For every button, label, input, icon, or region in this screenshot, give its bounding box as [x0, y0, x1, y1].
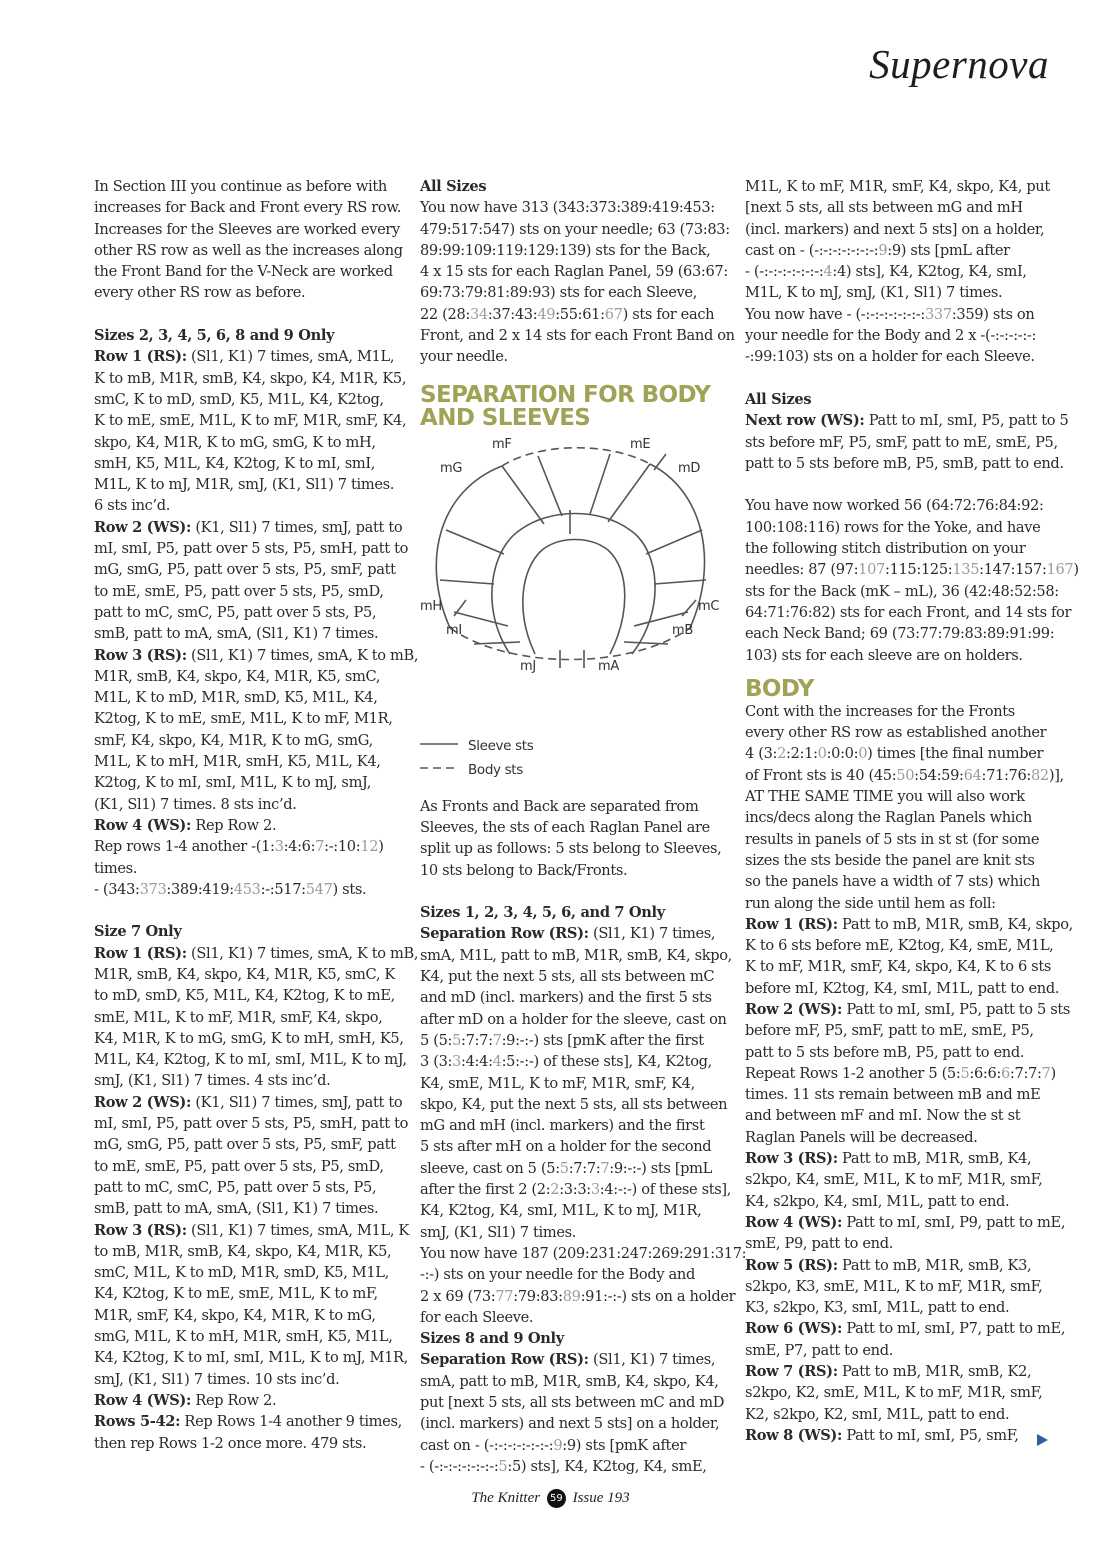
text-line: 2 x 69 (73:77:79:83:89:91:-:-) sts on a holder [420, 1287, 736, 1305]
marker-label-mH: mH [420, 598, 442, 614]
legend-dashed-line-icon [420, 760, 460, 776]
text-line: K4, K2tog, K4, smI, M1L, K to mJ, M1R, [420, 1202, 702, 1220]
text-line [420, 176, 722, 197]
marker-label-mB: mB [672, 622, 693, 638]
paragraph-gap [745, 368, 1057, 389]
text-line: -:99:103) sts on a holder for each Sleeve. [745, 348, 1035, 366]
bold-label: Separation Row (RS): [420, 1351, 589, 1369]
text-line: smG, M1L, K to mH, M1R, smH, K5, M1L, [94, 1328, 393, 1346]
text-line: smH, K5, M1L, K4, K2tog, K to mI, smI, [94, 454, 376, 472]
text-line: after the first 2 (2:2:3:3:3:4:-:-) of these sts], [420, 1181, 732, 1199]
bold-label: Row 4 (WS): [94, 816, 192, 834]
text-line: Row 4 (WS): Rep Row 2. [94, 816, 277, 834]
text-line: sts before mF, P5, smF, patt to mE, smE, P5, [745, 433, 1058, 451]
col2-top-lines [420, 176, 735, 368]
page-number-badge: 59 [547, 1489, 566, 1508]
text-line: smJ, (K1, Sl1) 7 times. 10 sts inc’d. [94, 1370, 340, 1388]
bold-label: Row 5 (RS): [745, 1256, 838, 1274]
text-line: You now have 313 (343:373:389:419:453: [420, 199, 715, 217]
text-line: patt to 5 sts before mB, P5, patt to end. [745, 1043, 1025, 1061]
text-column-2 [420, 176, 747, 1477]
text-line: You have now worked 56 (64:72:76:84:92: [745, 497, 1044, 515]
text-line: - (-:-:-:-:-:-:-:5:5) sts], K4, K2tog, K4, smE, [420, 1457, 707, 1475]
text-line: As Fronts and Back are separated from [420, 797, 699, 815]
text-line: 4 (3:2:2:1:0:0:0:0) times [the final number [745, 745, 1044, 763]
text-line: 5 (5:5:7:7:7:9:-:-) sts [pmK after the first [420, 1031, 704, 1049]
text-line: cast on - (-:-:-:-:-:-:-:9:9) sts [pmK after [420, 1436, 686, 1454]
text-line: K4, K2tog, K to mI, smI, M1L, K to mJ, M1R, [94, 1349, 408, 1367]
text-line: increases for Back and Front every RS row. [94, 199, 402, 217]
text-line: sizes the sts beside the panel are knit sts [745, 851, 1035, 869]
section-heading-body: BODY [745, 675, 814, 702]
text-line: 479:517:547) sts on your needle; 63 (73:83: [420, 220, 730, 238]
paragraph-gap [94, 900, 402, 921]
text-line: K to mE, smE, M1L, K to mF, M1R, smF, K4, [94, 412, 407, 430]
text-line: Row 8 (WS): Patt to mI, smI, P5, smF, [745, 1426, 1019, 1444]
bold-label: Next row (WS): [745, 412, 865, 430]
text-line: M1L, K to mJ, smJ, (K1, Sl1) 7 times. [745, 284, 1003, 302]
continue-arrow-icon [1037, 1434, 1048, 1446]
section-heading-separation [420, 381, 722, 431]
text-line: to mE, smE, P5, patt over 5 sts, P5, smD, [94, 1157, 384, 1175]
paragraph-gap [94, 304, 402, 325]
text-line: smC, M1L, K to mD, M1R, smD, K5, M1L, [94, 1264, 389, 1282]
footer-magazine: The Knitter [471, 1489, 541, 1506]
bold-label: Row 3 (RS): [94, 1221, 187, 1239]
text-line: sleeve, cast on 5 (5:5:7:7:7:9:-:-) sts [pmL [420, 1159, 712, 1177]
bold-label: Row 8 (WS): [745, 1426, 843, 1444]
text-line: Row 5 (RS): Patt to mB, M1R, smB, K3, [745, 1256, 1032, 1274]
text-line: -:-) sts on your needle for the Body and [420, 1266, 695, 1284]
section-heading-line-2: AND SLEEVES [420, 404, 591, 431]
bold-label: Row 1 (RS): [745, 915, 838, 933]
text-line: smA, patt to mB, M1R, smB, K4, skpo, K4, [420, 1372, 719, 1390]
bold-label: Rows 5-42: [94, 1413, 181, 1431]
text-line: K2tog, K to mI, smI, M1L, K to mJ, smJ, [94, 774, 371, 792]
legend-solid-line-icon [420, 736, 460, 752]
text-line: 69:73:79:81:89:93) sts for each Sleeve, [420, 284, 697, 302]
bold-label: Sizes 8 and 9 Only [420, 1330, 564, 1348]
bold-label: Row 3 (RS): [94, 646, 187, 664]
text-line: M1L, K to mJ, M1R, smJ, (K1, Sl1) 7 times. [94, 476, 395, 494]
bold-label: Row 6 (WS): [745, 1320, 843, 1338]
text-line: skpo, K4, put the next 5 sts, all sts between [420, 1095, 728, 1113]
text-line: patt to mC, smC, P5, patt over 5 sts, P5, [94, 603, 377, 621]
text-line: M1L, K to mD, M1R, smD, K5, M1L, K4, [94, 689, 378, 707]
text-line: each Neck Band; 69 (73:77:79:83:89:91:99: [745, 625, 1055, 643]
paragraph-gap [420, 881, 722, 902]
text-line: and between mF and mI. Now the st st [745, 1107, 1021, 1125]
text-line: run along the side until hem as foll: [745, 894, 996, 912]
text-line: - (-:-:-:-:-:-:-:4:4) sts], K4, K2tog, K4, smI, [745, 263, 1027, 281]
text-line: other RS row as well as the increases along [94, 241, 403, 259]
yoke-separation-diagram [420, 430, 722, 730]
text-line: Row 2 (WS): (K1, Sl1) 7 times, smJ, patt to [94, 1093, 403, 1111]
text-line: cast on - (-:-:-:-:-:-:-:9:9) sts [pmL after [745, 241, 1010, 259]
text-line: 103) sts for each sleeve are on holders. [745, 646, 1023, 664]
text-line: results in panels of 5 sts in st st (for some [745, 830, 1040, 848]
bold-label: Row 4 (WS): [745, 1213, 843, 1231]
text-line: every other RS row as established another [745, 724, 1047, 742]
text-line: Next row (WS): Patt to mI, smI, P5, patt to 5 [745, 412, 1069, 430]
text-line: patt to mC, smC, P5, patt over 5 sts, P5, [94, 1178, 377, 1196]
text-line: Row 2 (WS): Patt to mI, smI, P5, patt to 5 sts [745, 1000, 1071, 1018]
bold-label: Row 2 (WS): [745, 1000, 843, 1018]
text-line: Row 1 (RS): Patt to mB, M1R, smB, K4, skpo, [745, 915, 1073, 933]
text-line: every other RS row as before. [94, 284, 306, 302]
text-line: Row 1 (RS): (Sl1, K1) 7 times, smA, K to mB, [94, 944, 419, 962]
text-line [420, 902, 722, 923]
text-line: split up as follows: 5 sts belong to Sleeves, [420, 840, 722, 858]
page-title: Supernova [869, 41, 1049, 87]
text-line: Cont with the increases for the Fronts [745, 702, 1015, 720]
text-line: smC, K to mD, smD, K5, M1L, K4, K2tog, [94, 390, 384, 408]
text-line: mI, smI, P5, patt over 5 sts, P5, smH, patt to [94, 1115, 409, 1133]
text-line: s2kpo, K4, smE, M1L, K to mF, M1R, smF, [745, 1171, 1043, 1189]
col3-bottom-lines [745, 701, 1073, 1446]
marker-label-mG: mG [440, 460, 463, 476]
neck-inner [523, 539, 625, 654]
legend-body-label: Body sts [468, 761, 523, 778]
marker-label-mC: mC [698, 598, 720, 614]
text-line: You now have - (-:-:-:-:-:-:-:337:359) sts on [745, 305, 1035, 323]
diagram-legend [420, 730, 722, 784]
text-line: Rep rows 1-4 another -(1:3:4:6:7:-:10:12) [94, 838, 384, 856]
diagram-svg [420, 430, 722, 730]
text-line: of Front sts is 40 (45:50:54:59:64:71:76:82)], [745, 766, 1064, 784]
body-back-dashed [502, 447, 650, 465]
text-line: your needle for the Body and 2 x -(-:-:-:-:-: [745, 327, 1037, 345]
text-line: Front, and 2 x 14 sts for each Front Band on [420, 327, 735, 345]
text-line: smE, P9, patt to end. [745, 1235, 894, 1253]
text-line: Rows 5-42: Rep Rows 1-4 another 9 times, [94, 1413, 402, 1431]
bold-label: Row 2 (WS): [94, 518, 192, 536]
text-line: K to mF, M1R, smF, K4, skpo, K4, K to 6 sts [745, 958, 1051, 976]
text-line: M1R, smF, K4, skpo, K4, M1R, K to mG, [94, 1306, 376, 1324]
text-line: skpo, K4, M1R, K to mG, smG, K to mH, [94, 433, 376, 451]
text-line: Row 4 (WS): Patt to mI, smI, P9, patt to mE, [745, 1213, 1066, 1231]
text-line: Row 6 (WS): Patt to mI, smI, P7, patt to mE, [745, 1320, 1066, 1338]
text-line: the following stitch distribution on your [745, 540, 1026, 558]
bold-label: Row 2 (WS): [94, 1093, 192, 1111]
text-line: (incl. markers) and next 5 sts] on a holder, [745, 220, 1045, 238]
text-line: smJ, (K1, Sl1) 7 times. [420, 1223, 577, 1241]
text-line: after mD on a holder for the sleeve, cast on [420, 1010, 727, 1028]
text-line: AT THE SAME TIME you will also work [745, 788, 1025, 806]
bold-label: Sizes 2, 3, 4, 5, 6, 8 and 9 Only [94, 327, 335, 345]
text-line: smJ, (K1, Sl1) 7 times. 4 sts inc’d. [94, 1072, 331, 1090]
text-line: Row 3 (RS): Patt to mB, M1R, smB, K4, [745, 1150, 1032, 1168]
text-line: K4, put the next 5 sts, all sts between mC [420, 968, 715, 986]
text-line: K4, s2kpo, K4, smI, M1L, patt to end. [745, 1192, 1010, 1210]
text-line: In Section III you continue as before with [94, 178, 387, 195]
text-line: (incl. markers) and next 5 sts] on a holder, [420, 1415, 720, 1433]
text-line: Increases for the Sleeves are worked every [94, 220, 400, 238]
text-line: s2kpo, K2, smE, M1L, K to mF, M1R, smF, [745, 1384, 1043, 1402]
text-line: the Front Band for the V-Neck are worked [94, 263, 393, 281]
text-line: put [next 5 sts, all sts between mC and mD [420, 1393, 725, 1411]
text-line [94, 921, 402, 942]
text-line: Raglan Panels will be decreased. [745, 1128, 978, 1146]
text-line: 3 (3:3:4:4:4:5:-:-) of these sts], K4, K2tog, [420, 1053, 712, 1071]
text-column-3 [745, 176, 1079, 1446]
text-line: M1L, K to mF, M1R, smF, K4, skpo, K4, put [745, 178, 1050, 195]
text-column-1 [94, 176, 419, 1454]
bold-label: Row 4 (WS): [94, 1391, 192, 1409]
text-line: and mD (incl. markers) and the first 5 sts [420, 989, 712, 1007]
text-line: smB, patt to mA, smA, (Sl1, K1) 7 times. [94, 625, 379, 643]
text-line: K4, M1R, K to mG, smG, K to mH, smH, K5, [94, 1029, 404, 1047]
text-line: K4, K2tog, K to mE, smE, M1L, K to mF, [94, 1285, 378, 1303]
text-line: to mE, smE, P5, patt over 5 sts, P5, smD, [94, 582, 384, 600]
text-line [94, 325, 402, 346]
text-line: 22 (28:34:37:43:49:55:61:67) sts for each [420, 305, 715, 323]
text-line: [next 5 sts, all sts between mG and mH [745, 199, 1023, 217]
text-line: 100:108:116) rows for the Yoke, and have [745, 518, 1041, 536]
text-line: Row 7 (RS): Patt to mB, M1R, smB, K2, [745, 1363, 1032, 1381]
text-line: smB, patt to mA, smA, (Sl1, K1) 7 times. [94, 1200, 379, 1218]
text-line: sts for the Back (mK – mL), 36 (42:48:52:58: [745, 582, 1059, 600]
text-line: - (343:373:389:419:453:-:517:547) sts. [94, 880, 367, 898]
sleeve-right-arc [650, 464, 705, 628]
marker-label-mE: mE [630, 436, 651, 452]
text-line: M1R, smB, K4, skpo, K4, M1R, K5, smC, K [94, 965, 395, 983]
text-line: to mB, M1R, smB, K4, skpo, K4, M1R, K5, [94, 1242, 392, 1260]
text-line: 89:99:109:119:129:139) sts for the Back, [420, 241, 711, 259]
text-line: Row 3 (RS): (Sl1, K1) 7 times, smA, M1L, K [94, 1221, 409, 1239]
text-line: Row 4 (WS): Rep Row 2. [94, 1391, 277, 1409]
text-line [420, 1328, 722, 1349]
text-line: then rep Rows 1-2 once more. 479 sts. [94, 1434, 367, 1452]
marker-label-mD: mD [678, 460, 700, 476]
text-line: K to 6 sts before mE, K2tog, K4, smE, M1L, [745, 937, 1054, 955]
col1-lines [94, 176, 419, 1454]
text-line: mG and mH (incl. markers) and the first [420, 1117, 705, 1135]
text-line: You now have 187 (209:231:247:269:291:317: [420, 1244, 747, 1262]
text-line: to mD, smD, K5, M1L, K4, K2tog, K to mE, [94, 987, 395, 1005]
col3-top-lines [745, 176, 1079, 666]
marker-label-mF: mF [492, 436, 512, 452]
paragraph-gap [745, 474, 1057, 495]
text-line: 10 sts belong to Back/Fronts. [420, 861, 628, 879]
text-line: Row 3 (RS): (Sl1, K1) 7 times, smA, K to mB, [94, 646, 419, 664]
marker-label-mA: mA [598, 658, 619, 674]
text-line: Separation Row (RS): (Sl1, K1) 7 times, [420, 1351, 716, 1369]
bold-label: Row 1 (RS): [94, 944, 187, 962]
text-line: Repeat Rows 1-2 another 5 (5:5:6:6:6:7:7:7) [745, 1064, 1056, 1082]
text-line: before mI, K2tog, K4, smI, M1L, patt to end. [745, 979, 1060, 997]
text-line: K2, s2kpo, K2, smI, M1L, patt to end. [745, 1405, 1010, 1423]
legend-sleeve-label: Sleeve sts [468, 737, 534, 754]
text-line: mG, smG, P5, patt over 5 sts, P5, smF, patt [94, 1136, 396, 1154]
text-line: M1L, K to mH, M1R, smH, K5, M1L, K4, [94, 753, 381, 771]
text-line: K2tog, K to mE, smE, M1L, K to mF, M1R, [94, 710, 393, 728]
text-line: before mF, P5, smF, patt to mE, smE, P5, [745, 1022, 1034, 1040]
text-line: smE, M1L, K to mF, M1R, smF, K4, skpo, [94, 1008, 383, 1026]
legend-body [420, 760, 523, 783]
text-line: incs/decs along the Raglan Panels which [745, 809, 1032, 827]
bold-label: Row 7 (RS): [745, 1363, 838, 1381]
text-line: so the panels have a width of 7 sts) which [745, 873, 1041, 891]
footer-issue: Issue 193 [572, 1489, 630, 1506]
text-line: 6 sts inc’d. [94, 497, 171, 515]
text-line: needles: 87 (97:107:115:125:135:147:157:167) [745, 561, 1079, 579]
text-line: 4 x 15 sts for each Raglan Panel, 59 (63:67: [420, 263, 728, 281]
text-line: Sleeves, the sts of each Raglan Panel are [420, 818, 710, 836]
text-line: 64:71:76:82) sts for each Front, and 14 sts for [745, 603, 1072, 621]
text-line [745, 389, 1057, 410]
text-line: K3, s2kpo, K3, smI, M1L, patt to end. [745, 1299, 1010, 1317]
text-line: mG, smG, P5, patt over 5 sts, P5, smF, patt [94, 561, 396, 579]
bold-label: Row 1 (RS): [94, 348, 187, 366]
bold-label: All Sizes [745, 390, 812, 408]
text-line: smA, M1L, patt to mB, M1R, smB, K4, skpo, [420, 946, 732, 964]
text-line: s2kpo, K3, smE, M1L, K to mF, M1R, smF, [745, 1277, 1043, 1295]
text-line: times. [94, 859, 138, 877]
text-line: Row 1 (RS): (Sl1, K1) 7 times, smA, M1L, [94, 348, 395, 366]
bold-label: Sizes 1, 2, 3, 4, 5, 6, and 7 Only [420, 904, 665, 922]
text-line: your needle. [420, 348, 508, 366]
text-line: smE, P7, patt to end. [745, 1341, 894, 1359]
text-line: (K1, Sl1) 7 times. 8 sts inc’d. [94, 795, 297, 813]
text-line: K4, smE, M1L, K to mF, M1R, smF, K4, [420, 1074, 695, 1092]
text-line: for each Sleeve. [420, 1308, 534, 1326]
legend-sleeve [420, 736, 534, 759]
section-heading-line-1: SEPARATION FOR BODY [420, 381, 711, 408]
neck-outer [492, 513, 655, 654]
bold-label: Row 3 (RS): [745, 1150, 838, 1168]
text-line: mI, smI, P5, patt over 5 sts, P5, smH, patt to [94, 540, 409, 558]
text-line: patt to 5 sts before mB, P5, smB, patt to end. [745, 454, 1064, 472]
marker-label-mJ: mJ [520, 658, 536, 674]
page-footer [0, 1489, 1101, 1508]
text-line: M1L, K4, K2tog, K to mI, smI, M1L, K to mJ, [94, 1051, 407, 1069]
text-line: times. 11 sts remain between mB and mE [745, 1086, 1041, 1104]
bold-label: Separation Row (RS): [420, 925, 589, 943]
bold-label: Size 7 Only [94, 923, 182, 941]
text-line: M1R, smB, K4, skpo, K4, M1R, K5, smC, [94, 667, 381, 685]
bold-label: All Sizes [420, 178, 487, 195]
text-line: 5 sts after mH on a holder for the second [420, 1138, 712, 1156]
marker-label-mI: mI [446, 622, 462, 638]
text-line: Row 2 (WS): (K1, Sl1) 7 times, smJ, patt to [94, 518, 403, 536]
col2-bottom-lines [420, 796, 747, 1478]
text-line: Separation Row (RS): (Sl1, K1) 7 times, [420, 925, 716, 943]
text-line: K to mB, M1R, smB, K4, skpo, K4, M1R, K5, [94, 369, 407, 387]
text-line: smF, K4, skpo, K4, M1R, K to mG, smG, [94, 731, 373, 749]
